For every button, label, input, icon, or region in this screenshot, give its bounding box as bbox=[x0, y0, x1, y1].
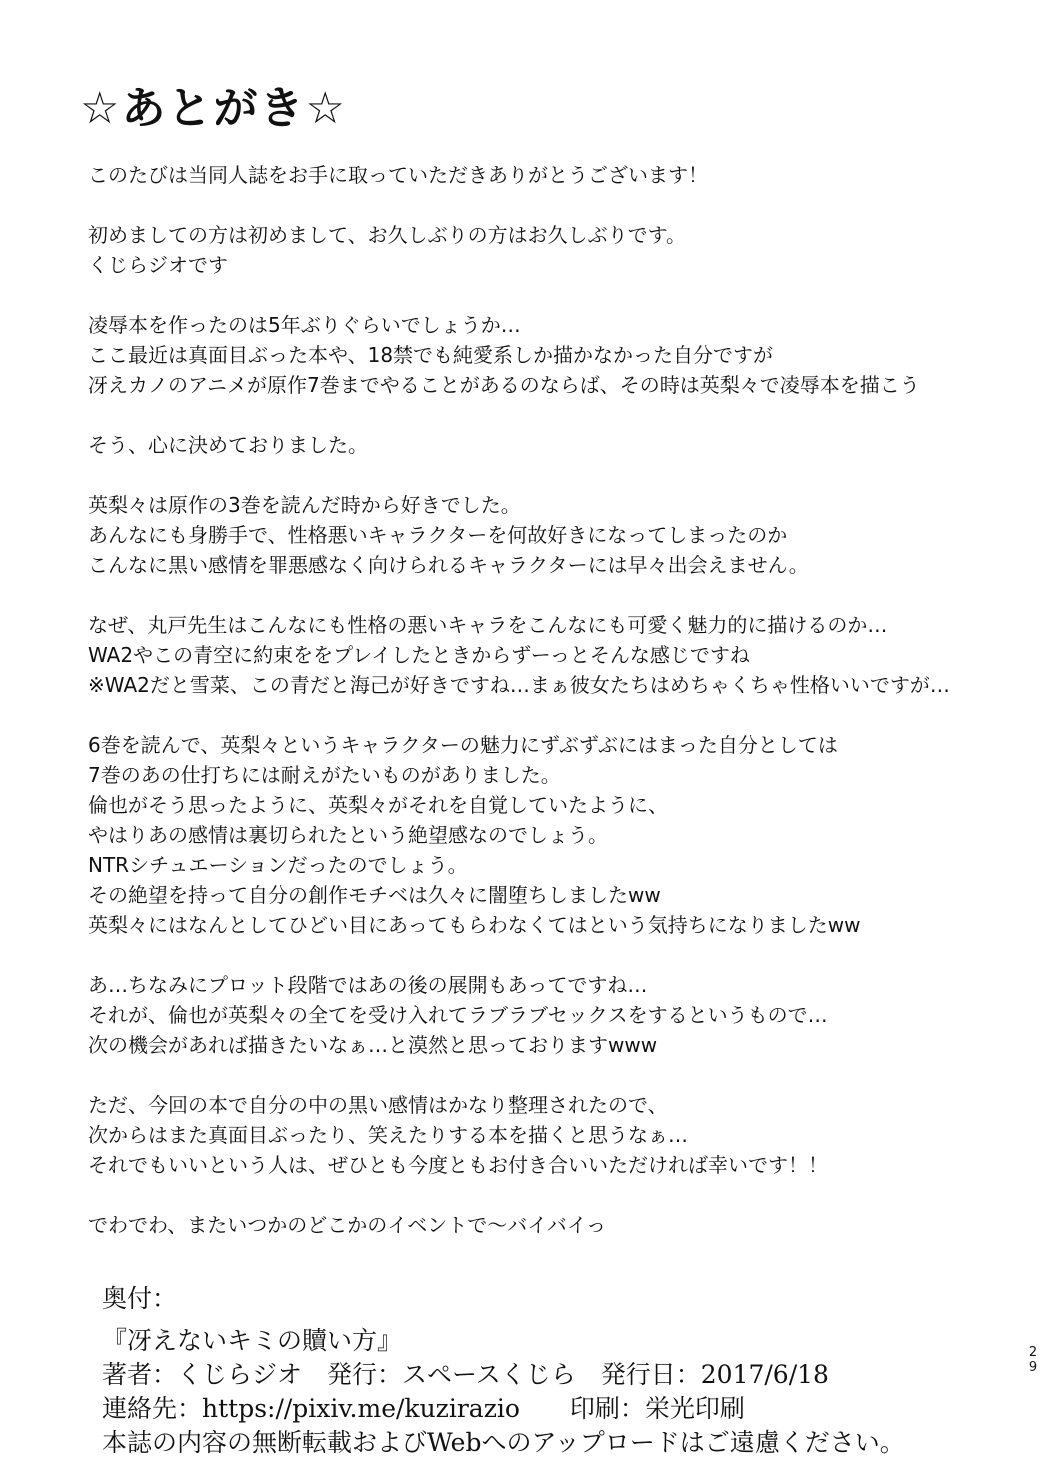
text-line: ただ、今回の本で自分の中の黒い感情はかなり整理されたので、 bbox=[88, 1093, 668, 1117]
text-line: 凌辱本を作ったのは5年ぶりぐらいでしょうか… bbox=[88, 313, 521, 337]
paragraph-volume-seven bbox=[88, 730, 1008, 940]
text-line: なぜ、丸戸先生はこんなにも性格の悪いキャラをこんなにも可愛く魅力的に描けるのか… bbox=[88, 613, 888, 637]
text-line: その絶望を持って自分の創作モチベは久々に闇堕ちしましたww bbox=[88, 883, 661, 907]
paragraph-decision bbox=[88, 430, 1008, 460]
text-line: WA2やこの青空に約束ををプレイしたときからずーっとそんな感じですね bbox=[88, 643, 750, 667]
colophon-contact-line: 連絡先：https://pixiv.me/kuzirazio 印刷：栄光印刷 bbox=[102, 1394, 745, 1423]
text-line: それが、倫也が英梨々の全てを受け入れてラブラブセックスをするというもので… bbox=[88, 1003, 828, 1027]
afterword-body bbox=[88, 160, 1008, 1270]
text-line: 次の機会があれば描きたいなぁ…と漠然と思っておりますwww bbox=[88, 1033, 658, 1057]
text-line: くじらジオです bbox=[88, 253, 228, 277]
text-line: 7巻のあの仕打ちには耐えがたいものがありました。 bbox=[88, 763, 561, 787]
text-line: あ…ちなみにプロット段階ではあの後の展開もあってですね… bbox=[88, 973, 648, 997]
text-line: ここ最近は真面目ぶった本や、18禁でも純愛系しか描かなかった自分ですが bbox=[88, 343, 774, 367]
text-line: 英梨々にはなんとしてひどい目にあってもらわなくてはという気持ちになりましたww bbox=[88, 913, 861, 937]
text-line: 初めましての方は初めまして、お久しぶりの方はお久しぶりです。 bbox=[88, 223, 686, 247]
colophon-book-title: 『冴えないキミの贖い方』 bbox=[102, 1326, 403, 1355]
paragraph-greeting bbox=[88, 220, 1008, 280]
colophon-notice-line: 本誌の内容の無断転載およびWebへのアップロードはご遠慮ください。 bbox=[102, 1428, 905, 1457]
paragraph-author-praise bbox=[88, 610, 1008, 700]
colophon-author-line: 著者：くじらジオ 発行：スペースくじら 発行日：2017/6/18 bbox=[102, 1360, 829, 1389]
text-line: 6巻を読んで、英梨々というキャラクターの魅力にずぶずぶにはまった自分としては bbox=[88, 733, 838, 757]
paragraph-plot bbox=[88, 970, 1008, 1060]
text-line: 英梨々は原作の3巻を読んだ時から好きでした。 bbox=[88, 493, 521, 517]
paragraph-farewell bbox=[88, 1210, 1008, 1240]
page-title: ☆あとがき☆ bbox=[80, 83, 347, 134]
paragraph-next bbox=[88, 1090, 1008, 1180]
paragraph-character bbox=[88, 490, 1008, 580]
colophon-heading: 奥付： bbox=[102, 1284, 178, 1313]
text-line: でわでわ、またいつかのどこかのイベントで～バイバイっ bbox=[88, 1213, 606, 1237]
text-line: それでもいいという人は、ぜひとも今度ともお付き合いいただければ幸いです！！ bbox=[88, 1153, 828, 1177]
text-line: ※WA2だと雪菜、この青だと海己が好きですね…まぁ彼女たちはめちゃくちゃ性格いいですが… bbox=[88, 673, 950, 697]
text-line: 倫也がそう思ったように、英梨々がそれを自覚していたように、 bbox=[88, 793, 668, 817]
text-line: そう、心に決めておりました。 bbox=[88, 433, 368, 457]
text-line: このたびは当同人誌をお手に取っていただきありがとうございます！ bbox=[88, 163, 708, 187]
page-number: 29 bbox=[1028, 1345, 1038, 1375]
paragraph-thanks bbox=[88, 160, 1008, 190]
text-line: 冴えカノのアニメが原作7巻までやることがあるのならば、その時は英梨々で凌辱本を描こう bbox=[88, 373, 920, 397]
colophon bbox=[102, 1282, 905, 1460]
text-line: やはりあの感情は裏切られたという絶望感なのでしょう。 bbox=[88, 823, 608, 847]
text-line: 次からはまた真面目ぶったり、笑えたりする本を描くと思うなぁ… bbox=[88, 1123, 688, 1147]
paragraph-motivation bbox=[88, 310, 1008, 400]
text-line: あんなにも身勝手で、性格悪いキャラクターを何故好きになってしまったのか bbox=[88, 523, 788, 547]
text-line: NTRシチュエーションだったのでしょう。 bbox=[88, 853, 468, 877]
text-line: こんなに黒い感情を罪悪感なく向けられるキャラクターには早々出会えません。 bbox=[88, 553, 809, 577]
